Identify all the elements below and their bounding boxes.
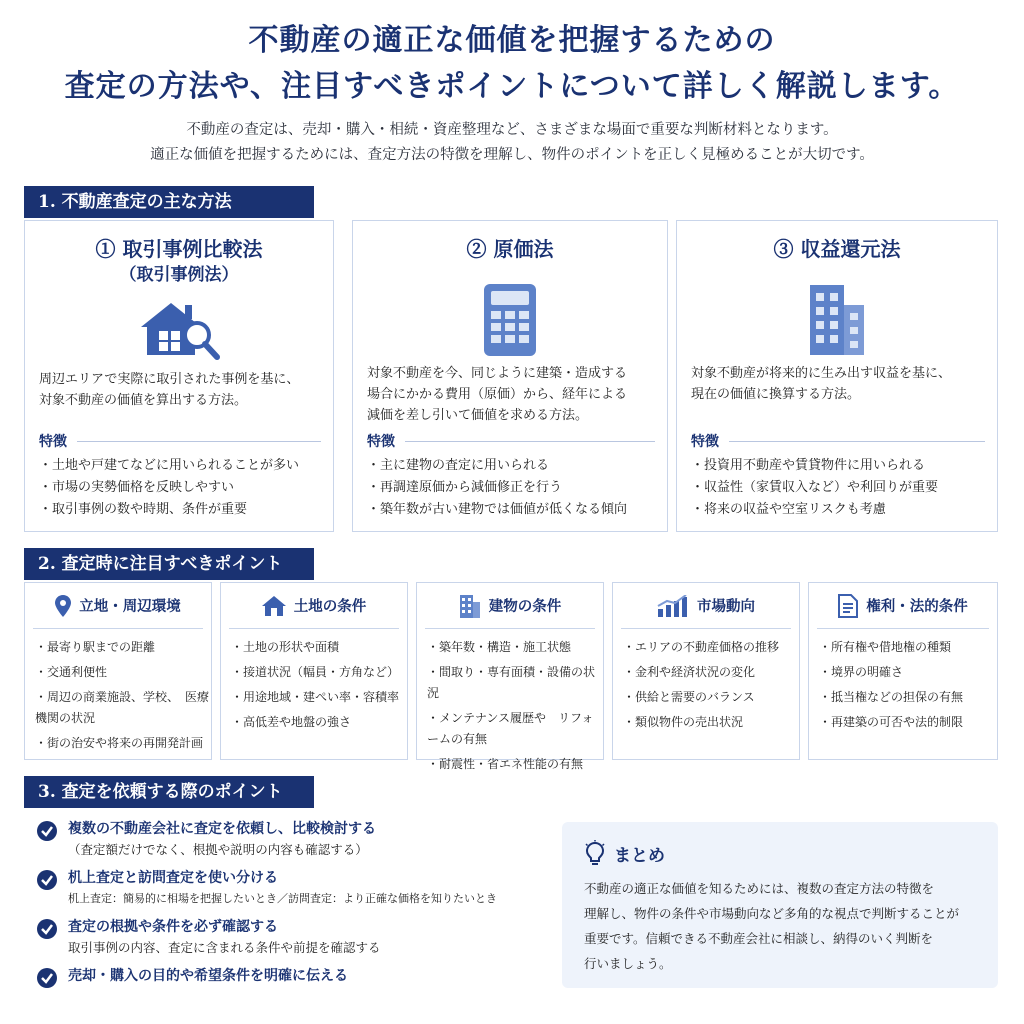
check-circle-icon [36, 869, 58, 891]
desc-line: 周辺エリアで実際に取引された事例を基に、 [39, 372, 300, 387]
tip-sub: 机上査定：簡易的に相場を把握したいとき／訪問査定：より正確な価格を知りたいとき [68, 892, 497, 905]
method-card-comparison [24, 220, 334, 532]
list-item: ・再調達原価から減価修正を行う [367, 480, 563, 495]
document-icon [838, 594, 858, 618]
desc-line: 現在の価値に換算する方法。 [691, 387, 861, 402]
tip-title: 机上査定と訪問査定を使い分ける [68, 870, 278, 886]
point-list [417, 629, 603, 775]
point-list [221, 629, 407, 733]
intro-text [0, 118, 1024, 168]
list-item: ・エリアの不動産価格の推移 [623, 640, 780, 654]
list-item: ・土地や戸建てなどに用いられることが多い [39, 458, 300, 473]
list-item: ・耐震性・省エネ性能の有無 [427, 757, 584, 771]
list-item: ・メンテナンス履歴や リフォームの有無 [427, 711, 594, 746]
list-item [36, 818, 556, 859]
point-card-location [24, 582, 212, 760]
desc-line: 対象不動産を今、同じように建築・造成する [367, 366, 628, 381]
list-item: ・抵当権などの担保の有無 [819, 690, 964, 704]
feature-label-text: 特徴 [39, 434, 67, 450]
list-item: ・収益性（家賃収入など）や利回りが重要 [691, 480, 939, 495]
list-item [36, 965, 556, 989]
list-item: ・所有権や借地権の種類 [819, 640, 952, 654]
calculator-icon [353, 283, 667, 361]
check-circle-icon [36, 820, 58, 842]
list-item: ・取引事例の数や時期、条件が重要 [39, 502, 248, 517]
feature-label [39, 431, 321, 451]
list-item: ・築年数・構造・施工状態 [427, 640, 572, 654]
feature-list [367, 455, 659, 521]
method-title: ① 取引事例比較法 [95, 237, 263, 261]
method-description [39, 369, 323, 411]
tip-title: 査定の根拠や条件を必ず確認する [68, 919, 278, 935]
list-item: ・用途地域・建ぺい率・容積率 [231, 690, 400, 704]
list-item: ・投資用不動産や賃貸物件に用いられる [691, 458, 926, 473]
tip-sub: 取引事例の内容、査定に含まれる条件や前提を確認する [68, 940, 381, 955]
tip-title: 売却・購入の目的や希望条件を明確に伝える [68, 968, 348, 984]
point-card-market [612, 582, 800, 760]
building-icon [677, 283, 997, 361]
summary-line: 重要です。信頼できる不動産会社に相談し、納得のいく判断を [584, 931, 934, 946]
point-card-land [220, 582, 408, 760]
tip-title: 複数の不動産会社に査定を依頼し、比較検討する [68, 821, 376, 837]
section-2-heading: 2. 査定時に注目すべきポイント [24, 548, 314, 580]
house-icon [262, 596, 286, 616]
tip-sub: （査定額だけでなく、根拠や説明の内容も確認する） [68, 842, 368, 857]
point-head [229, 583, 399, 629]
desc-line: 減価を差し引いて価値を求める方法。 [367, 408, 589, 423]
feature-list [691, 455, 989, 521]
check-circle-icon [36, 918, 58, 940]
method-card-income [676, 220, 998, 532]
summary-box [562, 822, 998, 988]
list-item: ・周辺の商業施設、学校、 医療機関の状況 [35, 690, 210, 725]
list-item [36, 867, 556, 908]
intro-line-1: 不動産の査定は、売却・購入・相続・資産整理など、さまざまな場面で重要な判断材料となります。 [186, 122, 838, 138]
method-description [691, 363, 987, 405]
point-card-building [416, 582, 604, 771]
point-head [621, 583, 791, 629]
feature-list [39, 455, 325, 521]
feature-label-text: 特徴 [691, 434, 719, 450]
lightbulb-icon [584, 840, 606, 866]
point-title: 権利・法的条件 [866, 599, 968, 615]
point-list [809, 629, 997, 733]
summary-line: 不動産の適正な価値を知るためには、複数の査定方法の特徴を [584, 881, 935, 896]
point-card-legal [808, 582, 998, 760]
list-item: ・最寄り駅までの距離 [35, 640, 156, 654]
summary-line: 行いましょう。 [584, 956, 672, 971]
building-icon [459, 594, 481, 618]
feature-label [367, 431, 655, 451]
title-line-2: 査定の方法や、注目すべきポイントについて詳しく解説します。 [64, 69, 960, 104]
list-item: ・交通利便性 [35, 665, 108, 679]
list-item: ・金利や経済状況の変化 [623, 665, 756, 679]
method-subtitle: （取引事例法） [119, 265, 239, 285]
desc-line: 場合にかかる費用（原価）から、経年による [367, 387, 628, 402]
point-title: 市場動向 [697, 599, 755, 615]
list-item: ・高低差や地盤の強さ [231, 715, 352, 729]
point-list [613, 629, 799, 733]
feature-label-text: 特徴 [367, 434, 395, 450]
method-card-cost [352, 220, 668, 532]
list-item: ・土地の形状や面積 [231, 640, 340, 654]
page-title [0, 18, 1024, 110]
feature-label [691, 431, 985, 451]
point-title: 立地・周辺環境 [79, 599, 181, 615]
desc-line: 対象不動産が将来的に生み出す収益を基に、 [691, 366, 952, 381]
point-title: 建物の条件 [488, 599, 562, 615]
list-item: ・街の治安や将来の再開発計画 [35, 736, 204, 750]
method-title: ③ 収益還元法 [773, 237, 901, 261]
list-item: ・市場の実勢価格を反映しやすい [39, 480, 235, 495]
list-item: ・主に建物の査定に用いられる [367, 458, 550, 473]
summary-head [584, 840, 976, 866]
section-1-heading: 1. 不動産査定の主な方法 [24, 186, 314, 218]
check-circle-icon [36, 967, 58, 989]
intro-line-2: 適正な価値を把握するためには、査定方法の特徴を理解し、物件のポイントを正しく見極めることが大切です。 [150, 147, 874, 163]
list-item: ・再建築の可否や法的制限 [819, 715, 964, 729]
tips-list [36, 818, 556, 997]
list-item: ・接道状況（幅員・方角など） [231, 665, 400, 679]
point-list [25, 629, 211, 754]
summary-line: 理解し、物件の条件や市場動向など多角的な視点で判断することが [584, 906, 960, 921]
point-head [425, 583, 595, 629]
point-head [33, 583, 203, 629]
summary-text [584, 876, 976, 976]
list-item: ・供給と需要のバランス [623, 690, 755, 704]
location-pin-icon [55, 595, 71, 617]
house-search-icon [25, 299, 333, 365]
list-item: ・境界の明確さ [819, 665, 904, 679]
list-item: ・間取り・専有面積・設備の状況 [427, 665, 596, 700]
point-head [817, 583, 989, 629]
method-description [367, 363, 657, 426]
method-title: ② 原価法 [466, 237, 554, 261]
section-3-heading: 3. 査定を依頼する際のポイント [24, 776, 314, 808]
title-line-1: 不動産の適正な価値を把握するための [248, 23, 776, 58]
point-title: 土地の条件 [293, 599, 367, 615]
summary-title: まとめ [614, 845, 665, 866]
desc-line: 対象不動産の価値を算出する方法。 [39, 393, 248, 408]
list-item: ・将来の収益や空室リスクも考慮 [691, 502, 886, 517]
list-item [36, 916, 556, 957]
chart-icon [657, 595, 689, 617]
list-item: ・築年数が古い建物では価値が低くなる傾向 [367, 502, 628, 517]
list-item: ・類似物件の売出状況 [623, 715, 744, 729]
